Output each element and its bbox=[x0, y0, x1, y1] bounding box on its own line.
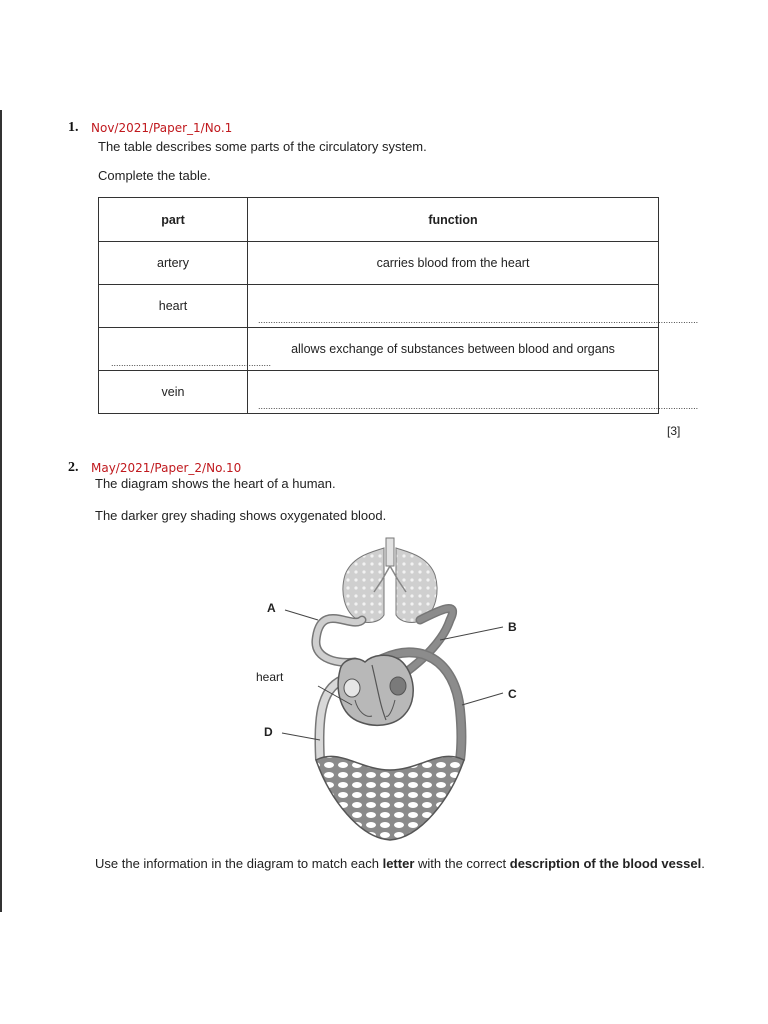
label-c: C bbox=[508, 687, 517, 701]
question-2-number: 2. bbox=[68, 460, 79, 475]
instruction-text: with the correct bbox=[414, 856, 510, 871]
question-2-reference: May/2021/Paper_2/No.10 bbox=[91, 461, 242, 475]
header-function: function bbox=[248, 198, 659, 242]
cell-part: vein bbox=[99, 371, 248, 414]
label-a: A bbox=[267, 601, 276, 615]
leader-line-c bbox=[462, 693, 503, 705]
leader-line-a bbox=[285, 610, 318, 620]
cell-part: heart bbox=[99, 285, 248, 328]
dotted-answer-line: ................................................................................................................................................................................ bbox=[258, 400, 699, 411]
dotted-answer-line: ................................................................ bbox=[111, 357, 272, 368]
question-2-line2: The darker grey shading shows oxygenated blood. bbox=[95, 508, 387, 523]
leader-line-d bbox=[282, 733, 320, 740]
question-1-intro: The table describes some parts of the circulatory system. bbox=[98, 139, 427, 154]
label-heart: heart bbox=[256, 670, 284, 684]
label-b: B bbox=[508, 620, 517, 634]
question-1-instruction: Complete the table. bbox=[98, 168, 211, 183]
question-2-line1: The diagram shows the heart of a human. bbox=[95, 476, 336, 491]
lungs-icon bbox=[343, 538, 437, 622]
instruction-bold-description: description of the blood vessel bbox=[509, 856, 702, 871]
question-1-reference: Nov/2021/Paper_1/No.1 bbox=[91, 121, 233, 135]
heart-icon bbox=[338, 655, 413, 725]
header-part: part bbox=[99, 198, 248, 242]
dotted-answer-line: ................................................................................................................................................................................ bbox=[258, 314, 699, 325]
instruction-text: Use the information in the diagram to match each bbox=[95, 856, 383, 871]
marks-label: [3] bbox=[667, 424, 681, 438]
cell-part: artery bbox=[99, 242, 248, 285]
instruction-bold-letter: letter bbox=[382, 856, 415, 871]
instruction-text: . bbox=[701, 856, 705, 871]
cell-function: carries blood from the heart bbox=[248, 242, 659, 285]
question-1-number: 1. bbox=[68, 120, 79, 135]
question-2-instruction bbox=[95, 856, 711, 872]
label-d: D bbox=[264, 725, 273, 739]
cell-function: allows exchange of substances between blood and organs bbox=[248, 328, 659, 371]
body-capillaries-icon bbox=[316, 756, 464, 840]
